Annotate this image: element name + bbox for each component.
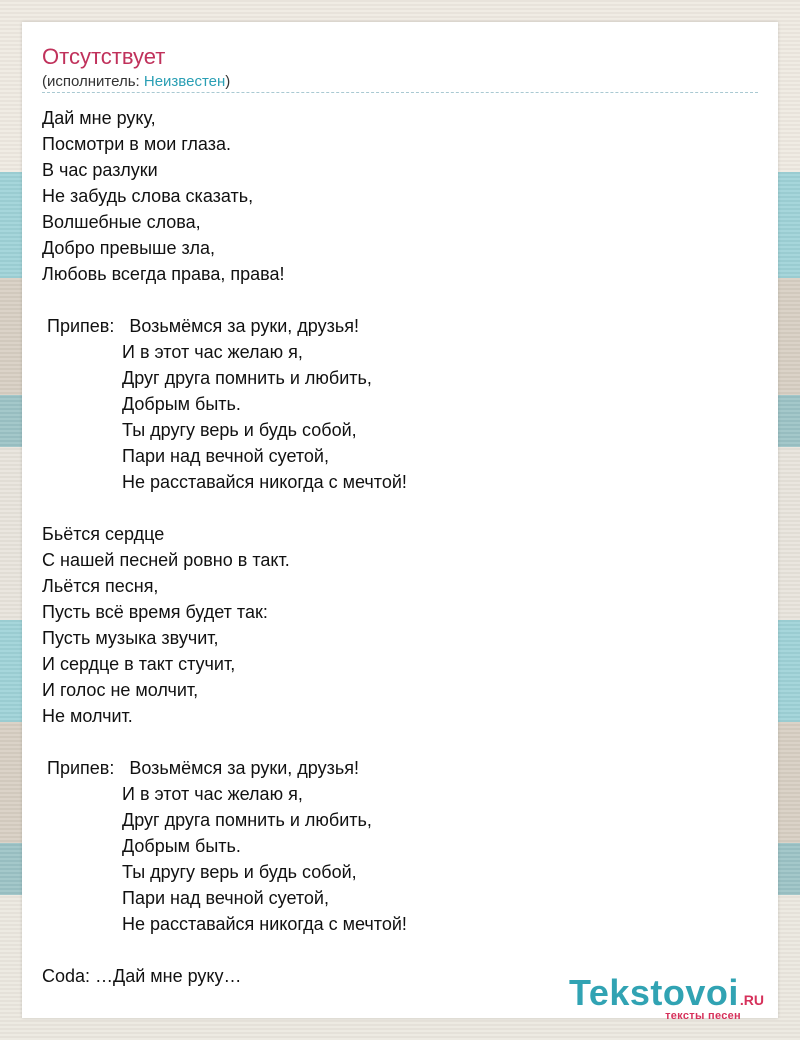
logo-tagline: тексты песен: [665, 1010, 741, 1022]
logo-name: Tekstovoi: [569, 972, 739, 1013]
lyrics-card: [22, 22, 778, 1022]
song-title: Отсутствует: [42, 44, 166, 69]
artist-suffix: ): [225, 73, 231, 90]
dashed-divider: [42, 92, 758, 93]
lyrics-text: Дай мне руку, Посмотри в мои глаза. В час разлуки Не забудь слова сказать, Волшебные слова, Добро превыше зла, Любовь всегда права, права! Припев: Возьмёмся за руки, друзья! И в этот час желаю я, Друг друга помнить и любить, Добрым быть. Ты другу верь и будь собой, Пари над вечной суетой, Не расставайся никогда с мечтой! Бьётся сердце С нашей песней ровно в такт. Льётся песня, Пусть всё время будет так: Пусть музыка звучит, И сердце в такт стучит, И голос не молчит, Не молчит. Припев: Возьмёмся за руки, друзья! И в этот час желаю я, Друг друга помнить и любить, Добрым быть. Ты другу верь и будь собой, Пари над вечной суетой, Не расставайся никогда с мечтой! Coda: …Дай мне руку…: [42, 108, 407, 986]
logo-tld: .RU: [739, 992, 764, 1008]
site-logo[interactable]: [569, 973, 779, 1023]
artist-line: [42, 72, 230, 92]
artist-prefix: (исполнитель:: [42, 73, 144, 90]
artist-link[interactable]: Неизвестен: [143, 73, 226, 90]
